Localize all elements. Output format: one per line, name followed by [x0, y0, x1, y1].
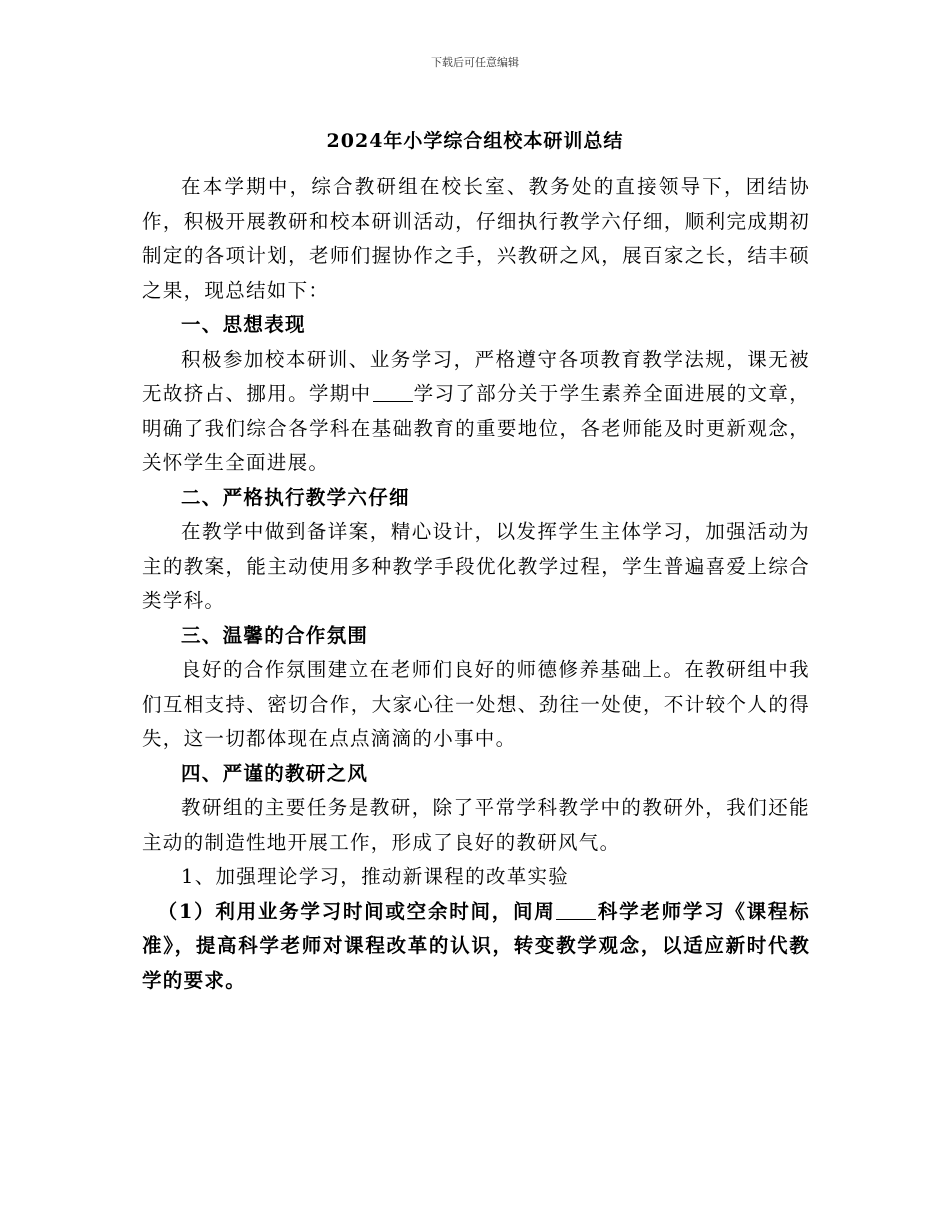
- section-heading-3: 三、温馨的合作氛围: [181, 623, 369, 647]
- section-1-text-b: 学习了部分关于学生素养全面进展的文章，明确了我们综合各学科在基础教育的重要地位，各老师能及时更新观念，关怀学生全面进展。: [142, 382, 810, 474]
- section-paragraph-3: 良好的合作氛围建立在老师们良好的师德修养基础上。在教研组中我们互相支持、密切合作，大家心往一处想、劲往一处使，不计较个人的得失，这一切都体现在点点滴滴的小事中。: [142, 658, 810, 750]
- fill-in-blank: [373, 382, 413, 403]
- document-title: 2024年小学综合组校本研训总结: [326, 130, 624, 152]
- fill-in-blank: [556, 899, 596, 920]
- section-paragraph-4: 教研组的主要任务是教研，除了平常学科教学中的教研外，我们还能主动的制造性地开展工作，形成了良好的教研风气。: [142, 796, 810, 854]
- section-paragraph-1: [142, 343, 810, 481]
- item-1-text-a: （1）利用业务学习时间或空余时间，间周: [157, 899, 556, 923]
- intro-paragraph: 在本学期中，综合教研组在校长室、教务处的直接领导下，团结协作，积极开展教研和校本研训活动，仔细执行教学六仔细，顺利完成期初制定的各项计划，老师们握协作之手，兴教研之风，展百家之长，结丰硕之果，现总结如下：: [142, 175, 810, 302]
- subsection-heading: 1、加强理论学习，推动新课程的改革实验: [181, 865, 570, 888]
- document-body: [142, 170, 810, 998]
- header-note: 下载后可任意编辑: [431, 56, 519, 69]
- item-1-paragraph: [142, 895, 810, 999]
- section-heading-2: 二、严格执行教学六仔细: [181, 485, 410, 509]
- section-heading-4: 四、严谨的教研之风: [181, 761, 369, 785]
- section-heading-1: 一、思想表现: [181, 313, 306, 336]
- section-1-text-a: 积极参加校本研训、业务学习，严格遵守各项教育教学法规，课无被无故挤占、挪用。学期中: [142, 347, 810, 405]
- item-1-text-b: 科学老师学习《课程标准》，提高科学老师对课程改革的认识，转变教学观念，以适应新时代教学的要求。: [142, 899, 810, 992]
- section-paragraph-2: 在教学中做到备详案，精心设计，以发挥学生主体学习，加强活动为主的教案，能主动使用多种教学手段优化教学过程，学生普遍喜爱上综合类学科。: [142, 520, 810, 612]
